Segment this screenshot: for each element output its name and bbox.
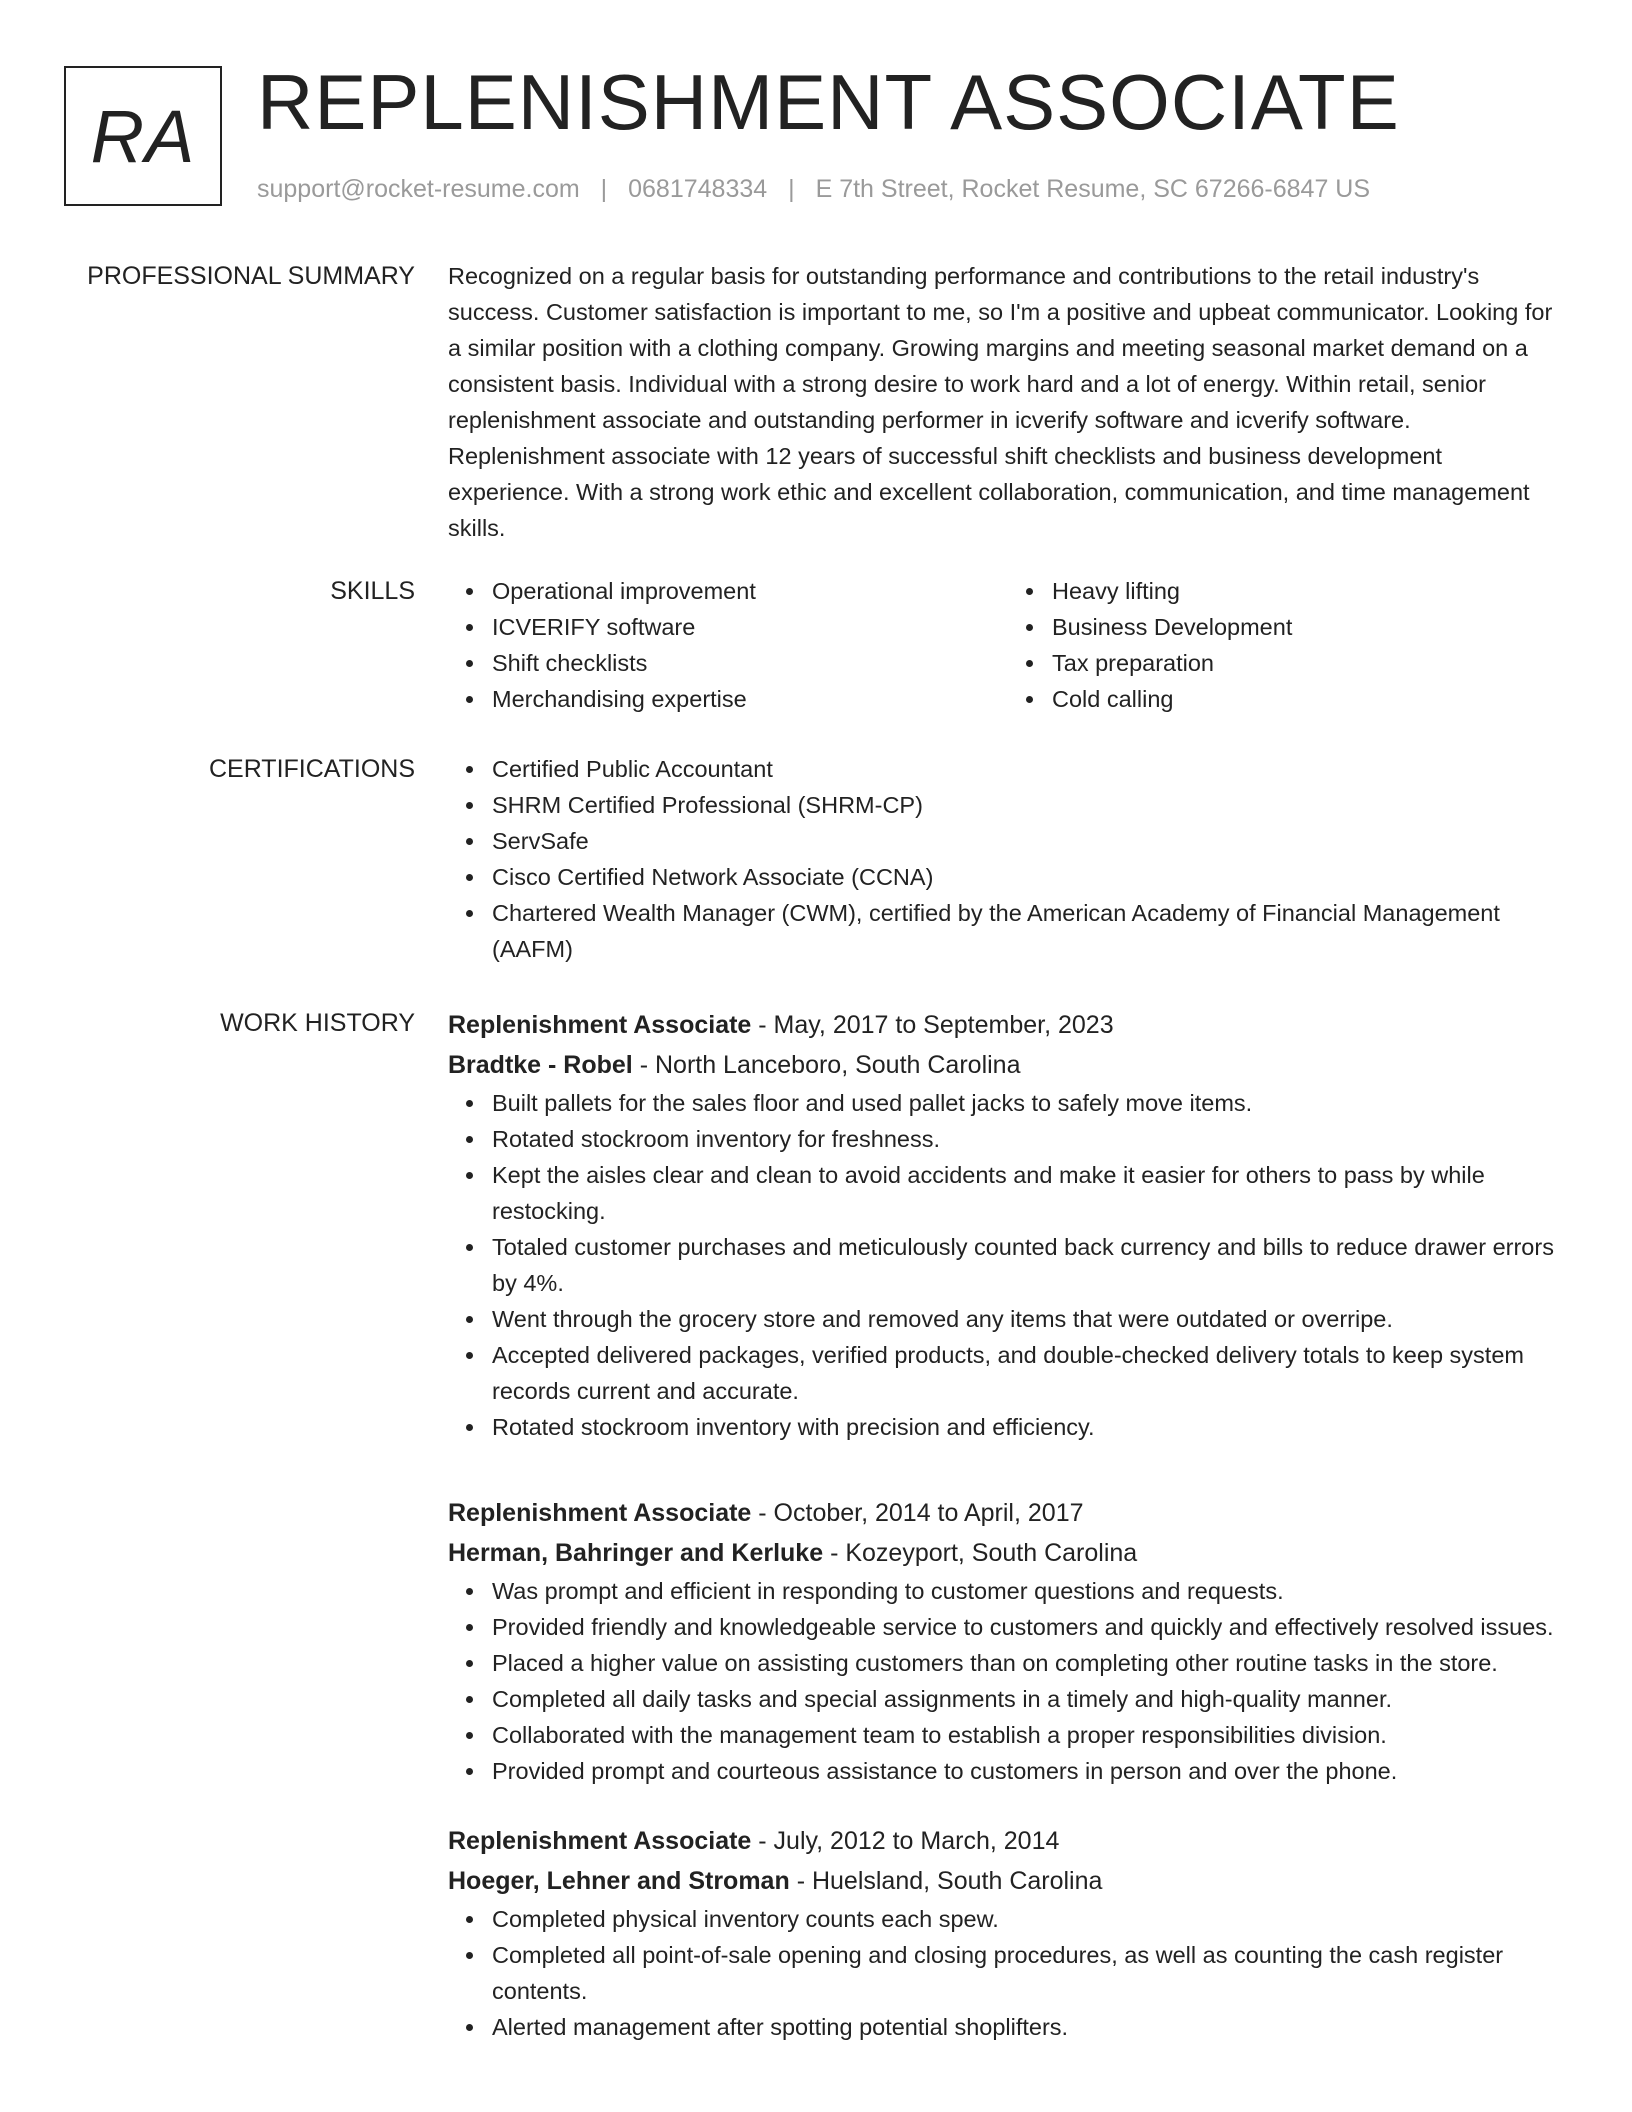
skill-item: Tax preparation [1052, 645, 1568, 681]
job-entry [448, 1005, 1568, 1445]
certification-item: Certified Public Accountant [492, 751, 1568, 787]
initials: RA [90, 94, 196, 178]
skill-item: Shift checklists [492, 645, 1008, 681]
job-title: Replenishment Associate [448, 1011, 752, 1039]
job-company: Hoeger, Lehner and Stroman [448, 1867, 790, 1895]
job-title: Replenishment Associate [448, 1499, 752, 1527]
job-duty: Completed all daily tasks and special assignments in a timely and high-quality manner. [492, 1681, 1568, 1717]
job-duty: Rotated stockroom inventory with precision and efficiency. [492, 1409, 1568, 1445]
skill-item: Cold calling [1052, 681, 1568, 717]
job-duty: Kept the aisles clear and clean to avoid accidents and make it easier for others to pass by while restocking. [492, 1157, 1568, 1229]
certification-item: SHRM Certified Professional (SHRM-CP) [492, 787, 1568, 823]
certifications-label: CERTIFICATIONS [208, 755, 415, 783]
skill-item: Merchandising expertise [492, 681, 1008, 717]
contact-phone: 0681748334 [628, 175, 768, 203]
job-title-line [448, 1493, 1568, 1533]
skill-item: Operational improvement [492, 573, 1008, 609]
job-duty: Built pallets for the sales floor and used pallet jacks to safely move items. [492, 1085, 1568, 1121]
certification-item: Chartered Wealth Manager (CWM), certified by the American Academy of Financial Management (AAFM) [492, 895, 1568, 967]
job-dates: - October, 2014 to April, 2017 [751, 1499, 1084, 1527]
resume-title: REPLENISHMENT ASSOCIATE [257, 58, 1400, 146]
skill-item: ICVERIFY software [492, 609, 1008, 645]
skills-label: SKILLS [330, 577, 415, 605]
job-duty: Completed physical inventory counts each spew. [492, 1901, 1568, 1937]
job-duty: Collaborated with the management team to establish a proper responsibilities division. [492, 1717, 1568, 1753]
summary-label: PROFESSIONAL SUMMARY [87, 262, 415, 290]
job-title-line [448, 1821, 1568, 1861]
contact-email: support@rocket-resume.com [257, 175, 580, 203]
job-dates: - July, 2012 to March, 2014 [751, 1827, 1060, 1855]
certification-item: ServSafe [492, 823, 1568, 859]
skills-list-left [448, 573, 1008, 717]
job-location: - North Lanceboro, South Carolina [632, 1051, 1021, 1079]
job-title-line [448, 1005, 1568, 1045]
job-title: Replenishment Associate [448, 1827, 752, 1855]
summary-text: Recognized on a regular basis for outstanding performance and contributions to the retail industry's success. Customer satisfaction is important to me, so I'm a positive and upbeat communicator. Looking for a similar position with a clothing company. Growing margins and meeting seasonal market demand on a consistent basis. Individual with a strong desire to work hard and a lot of energy. Within retail, senior replenishment associate and outstanding performer in icverify software and icverify software. Replenishment associate with 12 years of successful shift checklists and business development experience. With a strong work ethic and excellent collaboration, communication, and time management skills. [448, 263, 1553, 541]
job-duties [448, 1085, 1568, 1445]
work-history-label: WORK HISTORY [220, 1009, 415, 1037]
job-duties [448, 1901, 1568, 2045]
job-company-line [448, 1045, 1568, 1085]
skill-item: Heavy lifting [1052, 573, 1568, 609]
contact-address: E 7th Street, Rocket Resume, SC 67266-6847 US [815, 175, 1371, 203]
job-duty: Was prompt and efficient in responding to customer questions and requests. [492, 1573, 1568, 1609]
job-company-line [448, 1533, 1568, 1573]
job-location: - Kozeyport, South Carolina [823, 1539, 1138, 1567]
job-duty: Completed all point-of-sale opening and closing procedures, as well as counting the cash register contents. [492, 1937, 1568, 2009]
job-duty: Rotated stockroom inventory for freshness. [492, 1121, 1568, 1157]
job-duty: Totaled customer purchases and meticulously counted back currency and bills to reduce drawer errors by 4%. [492, 1229, 1568, 1301]
job-duty: Accepted delivered packages, verified products, and double-checked delivery totals to keep system records current and accurate. [492, 1337, 1568, 1409]
monogram-logo [64, 66, 222, 206]
job-location: - Huelsland, South Carolina [789, 1867, 1103, 1895]
job-duties [448, 1573, 1568, 1789]
skill-item: Business Development [1052, 609, 1568, 645]
job-duty: Went through the grocery store and removed any items that were outdated or overripe. [492, 1301, 1568, 1337]
job-company: Herman, Bahringer and Kerluke [448, 1539, 824, 1567]
job-duty: Provided prompt and courteous assistance to customers in person and over the phone. [492, 1753, 1568, 1789]
contact-separator: | [788, 175, 795, 203]
certification-item: Cisco Certified Network Associate (CCNA) [492, 859, 1568, 895]
job-company-line [448, 1861, 1568, 1901]
job-entry [448, 1821, 1568, 2045]
job-entry [448, 1493, 1568, 1789]
job-dates: - May, 2017 to September, 2023 [751, 1011, 1114, 1039]
contact-separator: | [600, 175, 608, 203]
job-company: Bradtke - Robel [448, 1051, 633, 1079]
contact-line [257, 175, 1370, 204]
skills-list-right [1008, 573, 1568, 717]
job-duty: Provided friendly and knowledgeable service to customers and quickly and effectively resolved issues. [492, 1609, 1568, 1645]
certifications-list [448, 751, 1568, 967]
job-duty: Placed a higher value on assisting customers than on completing other routine tasks in the store. [492, 1645, 1568, 1681]
job-duty: Alerted management after spotting potential shoplifters. [492, 2009, 1568, 2045]
